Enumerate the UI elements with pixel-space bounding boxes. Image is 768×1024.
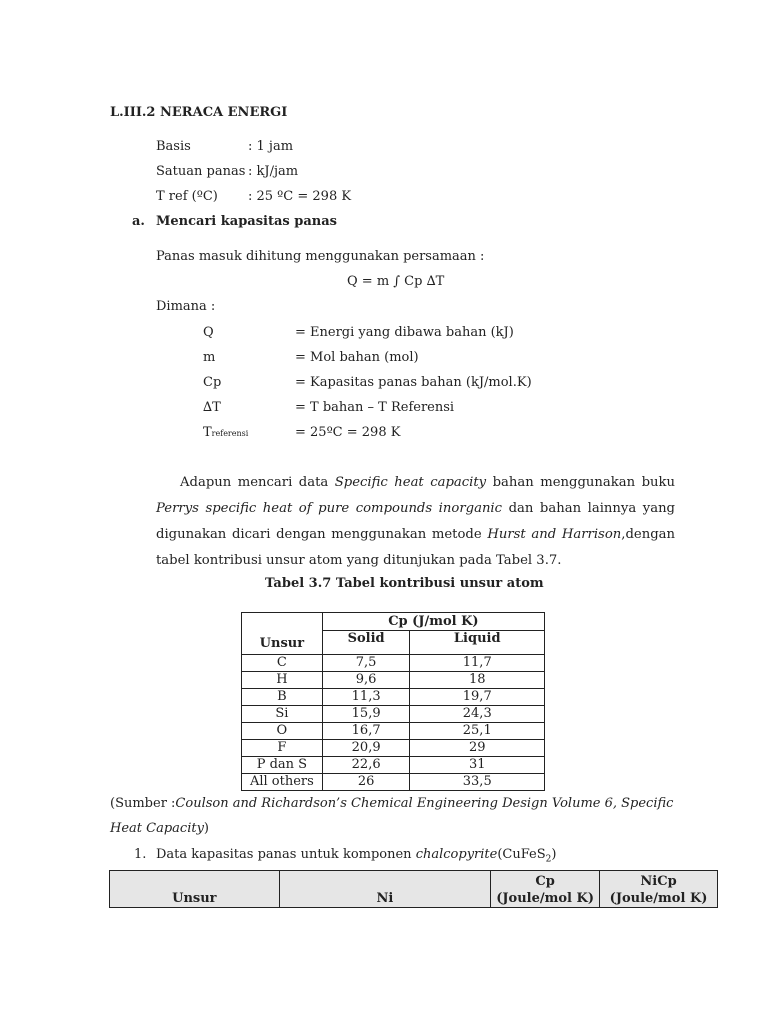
- cell-liquid: 33,5: [410, 774, 545, 791]
- para-italic: Specific heat capacity: [334, 475, 487, 490]
- cell-unsur: P dan S: [242, 757, 323, 774]
- item-text: [156, 846, 556, 869]
- def-text: = 25ºC = 298 K: [295, 425, 401, 440]
- def-text: = Kapasitas panas bahan (kJ/mol.K): [295, 375, 532, 390]
- section-heading: L.III.2 NERACA ENERGI: [110, 105, 288, 120]
- header-liquid: Liquid: [410, 631, 545, 655]
- header-cp: [491, 871, 600, 908]
- cell-liquid: 11,7: [410, 655, 545, 672]
- para-text: ,dengan tabel kontribusi unsur atom yang ditunjukan pada Tabel 3.7.: [156, 527, 675, 568]
- cell-liquid: 29: [410, 740, 545, 757]
- cell-unsur: C: [242, 655, 323, 672]
- cell-unsur: O: [242, 723, 323, 740]
- cell-solid: 11,3: [322, 689, 410, 706]
- header-solid: Solid: [322, 631, 410, 655]
- cell-solid: 20,9: [322, 740, 410, 757]
- item-formula: (CuFeS: [497, 847, 546, 862]
- def-symbol: Cp: [203, 375, 222, 390]
- def-text: = Energi yang dibawa bahan (kJ): [295, 325, 514, 340]
- item-italic: chalcopyrite: [415, 847, 498, 862]
- def-symbol: ∆T: [203, 400, 221, 415]
- source-prefix: (Sumber :: [110, 796, 176, 811]
- heat-unit-label: Satuan panas: [156, 164, 246, 179]
- def-symbol-tref: [203, 424, 248, 443]
- def-text: = T bahan – T Referensi: [295, 400, 455, 415]
- section-a-title: Mencari kapasitas panas: [156, 214, 337, 229]
- body-paragraph: [156, 470, 675, 574]
- header-nicp: [600, 871, 718, 908]
- cell-liquid: 24,3: [410, 706, 545, 723]
- contribution-table: [241, 612, 545, 791]
- source-line-2: [110, 820, 209, 838]
- item-label: Data kapasitas panas untuk komponen: [156, 847, 416, 862]
- source-italic: Coulson and Richardson’s Chemical Engineering Design Volume 6, Specific: [175, 796, 674, 811]
- cell-liquid: 19,7: [410, 689, 545, 706]
- cell-liquid: 18: [410, 672, 545, 689]
- item-formula-sub: 2: [545, 854, 552, 865]
- source-suffix: ): [203, 821, 209, 836]
- cell-solid: 9,6: [322, 672, 410, 689]
- heat-capacity-table: [109, 870, 718, 908]
- cell-unsur: All others: [242, 774, 323, 791]
- def-symbol: m: [203, 350, 216, 365]
- heat-unit-value: : kJ/jam: [248, 164, 299, 179]
- header-cp: Cp (J/mol K): [322, 613, 544, 631]
- item-number: 1.: [134, 847, 147, 862]
- def-symbol: Q: [203, 325, 214, 340]
- section-a-marker: a.: [132, 214, 145, 229]
- para-text: dan bahan lainnya yang digunakan dicari dengan menggunakan metode: [156, 501, 676, 542]
- tref-label: T ref (ºC): [156, 189, 218, 204]
- para-italic: Hurst and Harrison: [487, 527, 622, 542]
- header-unsur: Unsur: [110, 871, 280, 908]
- header-ni: Ni: [279, 871, 491, 908]
- header-nicp-line1: NiCp: [640, 874, 677, 889]
- cell-solid: 26: [322, 774, 410, 791]
- cell-unsur: Si: [242, 706, 323, 723]
- source-italic: Heat Capacity: [110, 821, 204, 836]
- cell-solid: 22,6: [322, 757, 410, 774]
- cell-solid: 15,9: [322, 706, 410, 723]
- source-line-1: [110, 795, 673, 813]
- cell-solid: 7,5: [322, 655, 410, 672]
- cell-unsur: B: [242, 689, 323, 706]
- basis-label: Basis: [156, 139, 191, 154]
- cell-liquid: 25,1: [410, 723, 545, 740]
- cell-unsur: H: [242, 672, 323, 689]
- header-nicp-line2: (Joule/mol K): [609, 891, 708, 906]
- para-text: bahan menggunakan buku: [486, 475, 676, 490]
- item-formula-end: ): [551, 847, 557, 862]
- header-cp-line2: (Joule/mol K): [496, 891, 594, 906]
- tref-value: : 25 ºC = 298 K: [248, 189, 352, 204]
- dimana-label: Dimana :: [156, 299, 216, 314]
- def-symbol: T: [203, 425, 212, 440]
- basis-value: : 1 jam: [248, 139, 294, 154]
- header-unsur: Unsur: [242, 613, 323, 655]
- cell-solid: 16,7: [322, 723, 410, 740]
- cell-liquid: 31: [410, 757, 545, 774]
- equation: Q = m ∫ Cp ∆T: [347, 274, 445, 289]
- def-text: = Mol bahan (mol): [295, 350, 419, 365]
- intro-text: Panas masuk dihitung menggunakan persamaan :: [156, 249, 485, 264]
- def-subscript: referensi: [211, 429, 249, 438]
- para-text: Adapun mencari data: [180, 475, 335, 490]
- table-caption: Tabel 3.7 Tabel kontribusi unsur atom: [265, 576, 544, 591]
- header-cp-line1: Cp: [535, 874, 555, 889]
- para-italic: Perrys specific heat of pure compounds inorganic: [156, 501, 503, 516]
- cell-unsur: F: [242, 740, 323, 757]
